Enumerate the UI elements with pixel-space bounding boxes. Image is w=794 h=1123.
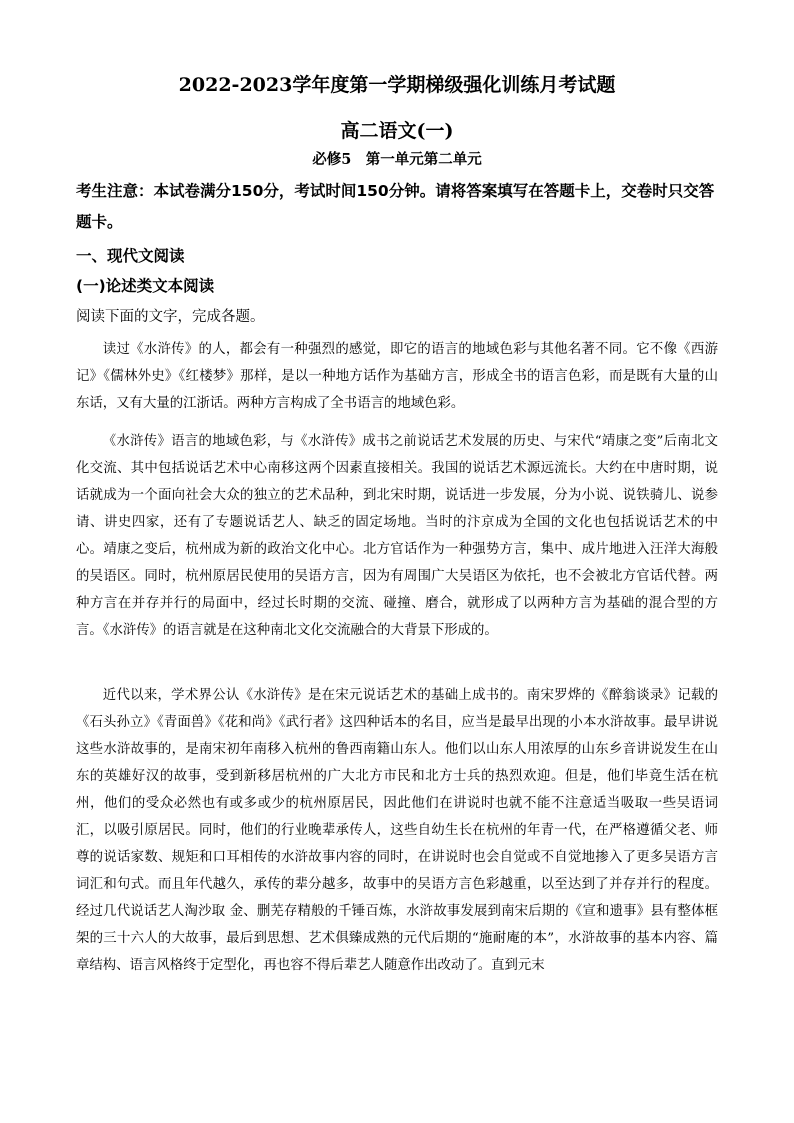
subsection-heading: (一)论述类文本阅读 [76,277,215,295]
scope-subtitle: 必修5 第一单元第二单元 [312,151,482,168]
paragraph-text: 近代以来，学术界公认《水浒传》是在宋元说话艺术的基础上成书的。南宋罗烨的《醉翁谈录》记载的《石头孙立》《青面兽》《花和尚》《武行者》这四种话本的名目，应当是最早出现的小本水浒故事。最早讲说这些水浒故事的，是南宋初年南移入杭州的鲁西南籍山东人。他们以山东人用浓厚的山东乡音讲说发生在山东的英雄好汉的故事，受到新移居杭州的广大北方市民和北方士兵的热烈欢迎。但是，他们毕竟生活在杭州，他们的受众必然也有或多或少的杭州原居民，因此他们在讲说时也就不能不注意适当吸取一些吴语词汇，以吸引原居民。同时，他们的行业晚辈承传人，这些自幼生长在杭州的年青一代，在严格遵循父老、师尊的说话家数、规矩和口耳相传的水浒故事内容的同时，在讲说时也会自觉或不自觉地掺入了更多吴语方言词汇和句式。而且年代越久，承传的辈分越多，故事中的吴语方言色彩越重，以至达到了并存并行的程度。经过几代说话艺人淘沙取 金、删芜存精般的千锤百炼，水浒故事发展到南宋后期的《宣和遗事》县有整体框架的三十六人的大故事，最后到思想、艺术俱臻成熟的元代后期的“施耐庵的本”，水浒故事的基本内容、篇章结构、语言风格终于定型化，再也容不得后辈艺人随意作出改动了。直到元末 [76,688,718,973]
paragraph-text: 读过《水浒传》的人，都会有一种强烈的感觉，即它的语言的地域色彩与其他名著不同。它不像《西游记》《儒林外史》《红楼梦》那样，是以一种地方话作为基础方言，形成全书的语言色彩，而是既有大量的山东话，又有大量的江浙话。两种方言构成了全书语言的地域色彩。 [76,342,718,411]
subject-title: 高二语文(一) [340,120,454,142]
candidate-notice: 考生注意：本试卷满分150分，考试时间150分钟。请将答案填写在答题卡上，交卷时只交答题卡。 [76,182,715,231]
passage-paragraph-3 [76,682,718,979]
paragraph-text: 《水浒传》语言的地域色彩，与《水浒传》成书之前说话艺术发展的历史、与宋代“靖康之变”后南北文化交流、其中包括说话艺术中心南移这两个因素直接相关。我国的说话艺术源远流长。大约在中唐时期，说话就成为一个面向社会大众的独立的艺术品种，到北宋时期，说话进一步发展，分为小说、说铁骑儿、说参请、讲史四家，还有了专题说话艺人、缺乏的固定场地。当时的汴京成为全国的文化也包括说话艺术的中心。靖康之变后，杭州成为新的政治文化中心。北方官话作为一种强势方言，集中、成片地进入汪洋大海般的吴语区。同时，杭州原居民使用的吴语方言，因为有周围广大吴语区为依托，也不会被北方官话代替。两种方言在并存并行的局面中，经过长时期的交流、碰撞、磨合，就形成了以两种方言为基础的混合型的方言。《水浒传》的语言就是在这种南北文化交流融合的大背景下形成的。 [76,434,718,638]
passage-paragraph-2 [76,428,718,644]
passage-paragraph-1 [76,336,718,417]
section-heading: 一、现代文阅读 [76,247,185,265]
reading-instruction: 阅读下面的文字，完成各题。 [76,309,265,325]
exam-title: 2022-2023学年度第一学期梯级强化训练月考试题 [178,74,616,96]
